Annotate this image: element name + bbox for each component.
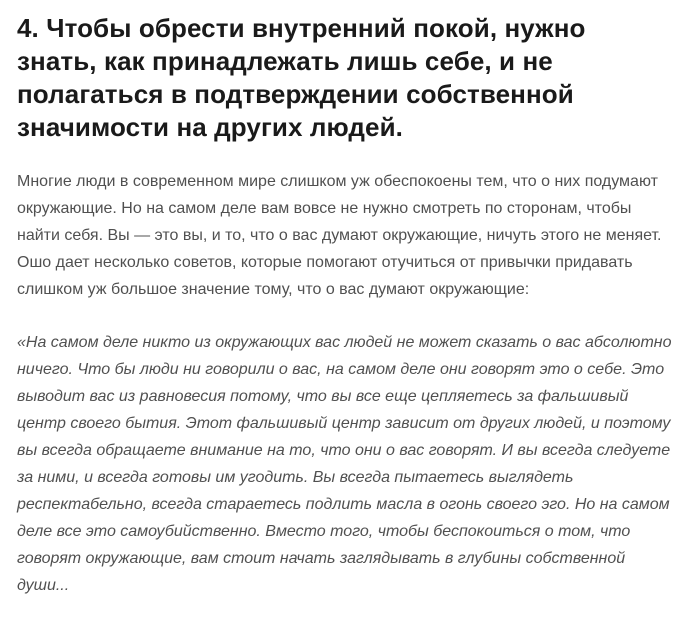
article	[17, 12, 672, 599]
quote-paragraph: «На самом деле никто из окружающих вас людей не может сказать о вас абсолютно ничего. Что бы люди ни говорили о вас, на самом деле они говорят это о себе. Это выводит вас из равновесия потому, что вы все еще цепляетесь за фальшивый центр своего бытия. Этот фальшивый центр зависит от других людей, и поэтому вы всегда обращаете внимание на то, что они о вас говорят. И вы всегда следуете за ними, и всегда готовы им угодить. Вы всегда пытаетесь выглядеть респектабельно, всегда стараетесь подлить масла в огонь своего эго. Но на самом деле все это самоубийственно. Вместо того, чтобы беспокоиться о том, что говорят окружающие, вам стоит начать заглядывать в глубины собственной души...	[17, 334, 672, 594]
intro-paragraph: Многие люди в современном мире слишком уж обеспокоены тем, что о них подумают окружающие. Но на самом деле вам вовсе не нужно смотреть по сторонам, чтобы найти себя. Вы — это вы, и то, что о вас думают окружающие, ничуть этого не меняет. Ошо дает несколько советов, которые помогают отучиться от привычки придавать слишком уж большое значение тому, что о вас думают окружающие:	[17, 173, 662, 298]
section-heading: 4. Чтобы обрести внутренний покой, нужно знать, как принадлежать лишь себе, и не полагаться в подтверждении собственной значимости на других людей.	[17, 13, 586, 142]
